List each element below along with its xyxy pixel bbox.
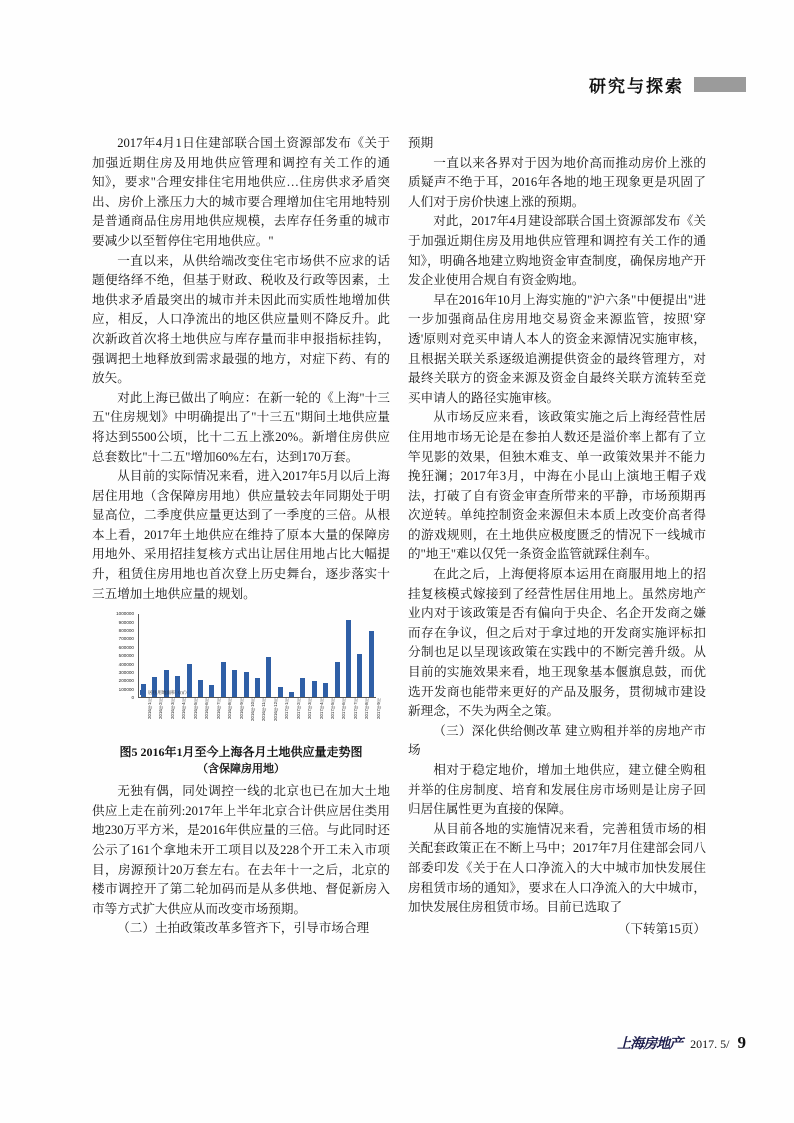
paragraph: 对此上海已做出了响应：在新一轮的《上海"十三五"住房规划》中明确提出了"十三五"期间土地供应量将达到5500公顷，比十二五上涨20%。新增住房供应总套数比"十二五"增加60%左右，达到170万套。	[92, 390, 390, 464]
x-tick-label: 2016年3月	[169, 698, 175, 720]
bar	[323, 683, 328, 697]
bar	[255, 678, 260, 697]
bar	[346, 620, 351, 697]
continuation-note: （下转第15页）	[617, 921, 706, 936]
x-tick-label: 2017年5月	[330, 698, 335, 720]
paragraph: 相对于稳定地价，增加土地供应，建立健全购租并举的住房制度、培育和发展住房市场则是让房子回归居住属性更为直接的保障。	[408, 763, 706, 817]
paragraph: 对此，2017年4月建设部联合国土资源部发布《关于加强近期住房及用地供应管理和调控有关工作的通知》，明确各地建立购地资金审查制度，确保房地产开发企业使用合规自有资金购地。	[408, 214, 706, 288]
paragraph: 早在2016年10月上海实施的"沪六条"中便提出"进一步加强商品住房用地交易资金来源监管，按照'穿透'原则对竞买申请人本人的资金来源情况实施审核，且根据关联关系逐级追溯提供资金的最终管理方，对最终关联方的资金来源及资金自最终关联方流转至竞买申请人的路径实施审核。	[408, 292, 706, 405]
x-tick-label: 2016年12月	[272, 698, 278, 722]
paragraph: 预期	[408, 136, 434, 150]
y-tick-label: 800000	[118, 628, 134, 634]
x-tick-label: 2017年9月	[375, 698, 381, 720]
paragraph: 从目前各地的实施情况来看，完善租赁市场的相关配套政策正在不断上马中；2017年7月住建部会同八部委印发《关于在人口净流入的大中城市加快发展住房租赁市场的通知》，要求在人口净流入的大中城市，加快发展住房租赁市场。目前已选取了	[408, 821, 706, 915]
figure-caption-main: 图5 2016年1月至今上海各月土地供应量走势图	[119, 745, 363, 760]
bar	[278, 687, 283, 697]
bar	[209, 685, 214, 697]
x-tick-label: 2016年4月	[181, 698, 187, 720]
x-tick-label: 2017年3月	[307, 698, 313, 720]
x-tick-label: 2017年8月	[364, 698, 370, 720]
y-tick-label: 500000	[118, 653, 134, 659]
x-tick-label: 2016年7月	[215, 698, 221, 720]
x-tick-label: 2016年1月	[147, 698, 152, 720]
y-tick-label: 900000	[118, 619, 134, 625]
x-tick-label: 2017年6月	[341, 698, 347, 720]
bar	[221, 662, 226, 698]
header-title: 研究与探索	[589, 77, 684, 96]
x-tick-label: 2017年2月	[295, 698, 301, 720]
paragraph: 从市场反应来看，该政策实施之后上海经营性居住用地市场无论是在参拍人数还是溢价率上都有了立竿见影的效果，但独木难支、单一政策效果并不能力挽狂澜；2017年3月，中海在小昆山上演地王帽子戏法，打破了自有资金审查所带来的平静，市场预期再次逆转。单纯控制资金来源但未本质上改变价高者得的游戏规则，在土地供应极度匮乏的情况下一线城市的"地王"难以仅凭一条资金监管就踩住刹车。	[408, 410, 706, 562]
figure-land-supply-chart	[92, 610, 390, 778]
paragraph: 2017年4月1日住建部联合国土资源部发布《关于加强近期住房及用地供应管理和调控有关工作的通知》，要求"合理安排住宅用地供应…住房供求矛盾突出、房价上涨压力大的城市要合理增加住宅用地特别是普通商品住房用地供应规模，去库存任务重的城市要减少以至暂停住宅用地供应。"	[92, 136, 390, 248]
legend-label: 居住用地面积（㎡）	[148, 689, 190, 695]
y-tick-label: 600000	[118, 645, 134, 651]
y-tick-label: 400000	[118, 661, 134, 667]
paragraph: 无独有偶，同处调控一线的北京也已在加大土地供应上走在前列:2017年上半年北京合计供应居住类用地230万平方米，是2016年供应量的三倍。与此同时还公示了161个拿地未开工项目以及228个开工未入市项目，房源预计20万套左右。在去年十一之后，北京的楼市调控开了第二轮加码而是从多供地、督促新房入市等方式扩大供应从而改变市场预期。	[92, 784, 390, 916]
journal-logo: 上海房地产	[617, 1037, 683, 1052]
chart-y-axis-labels	[94, 610, 136, 701]
page-header	[589, 72, 746, 97]
bar	[300, 678, 305, 697]
chart-x-axis-labels	[138, 698, 381, 742]
bar	[266, 657, 271, 697]
bar	[198, 680, 203, 697]
x-tick-label: 2016年6月	[204, 698, 210, 720]
paragraph: 一直以来各界对于因为地价高而推动房价上涨的质疑声不绝于耳，2016年各地的地王现象更是巩固了人们对于房价快速上涨的预期。	[408, 155, 706, 209]
x-tick-label: 2016年10月	[249, 698, 255, 722]
x-tick-label: 2017年1月	[284, 698, 290, 720]
page-footer	[617, 1033, 746, 1053]
x-tick-label: 2017年7月	[352, 698, 358, 720]
right-column	[408, 134, 706, 939]
paragraph: （二）土拍政策改革多管齐下，引导市场合理	[117, 921, 370, 936]
bar	[357, 654, 362, 697]
page-number: 9	[737, 1033, 746, 1052]
bar	[369, 631, 374, 697]
x-tick-label: 2016年11月	[261, 698, 267, 722]
x-tick-label: 2016年2月	[158, 698, 164, 720]
x-tick-label: 2017年4月	[318, 698, 324, 720]
paragraph: 从目前的实际情况来看，进入2017年5月以后上海居住用地（含保障房用地）供应量较去年同期处于明显高位，二季度供应量更达到了一季度的三倍。从根本上看，2017年土地供应在维持了原本大量的保障房用地外、采用招挂复核方式出让居住用地占比大幅提升，租赁住房用地也首次登上历史舞台，逐步落实十三五增加土地供应量的规划。	[92, 469, 390, 601]
bar	[289, 692, 294, 697]
y-tick-label: 0	[131, 695, 134, 701]
issue-label: 2017. 5/	[690, 1037, 730, 1051]
section-heading: （三）深化供给侧改革 建立购租并举的房地产市场	[408, 723, 706, 758]
bar	[244, 672, 249, 697]
paragraph: 一直以来，从供给端改变住宅市场供不应求的话题便络绎不绝，但基于财政、税收及行政等因素，土地供求矛盾最突出的城市并未因此而实质性地增加供应，相反，人口净流出的地区供应量则不降反升。此次新政首次将土地供应与库存量而非申报指标挂钩，强调把土地释放到需求最强的地方，对症下药、有的放矢。	[92, 253, 390, 386]
bar	[232, 670, 237, 697]
legend-swatch-icon	[140, 690, 145, 695]
y-tick-label: 700000	[118, 636, 134, 642]
paragraph: 在此之后，上海便将原本运用在商服用地上的招挂复核模式嫁接到了经营性居住用地上。虽然房地产业内对于该政策是否有偏向于央企、名企开发商之嫌而存在争议，但之后对于拿过地的开发商实施评标扣分制也足以呈现该政策在实践中的不断完善升级。从目前的实施效果来看，地王现象基本偃旗息鼓，而优选开发商也能带来更好的产品及服务，贯彻城市建设新理念，不失为两全之策。	[408, 567, 706, 719]
header-decoration-bar	[694, 77, 746, 92]
left-column	[92, 134, 390, 939]
x-tick-label: 2016年9月	[238, 698, 244, 720]
figure-caption	[92, 744, 390, 778]
bar	[312, 681, 317, 698]
bar	[335, 662, 340, 697]
y-tick-label: 100000	[118, 687, 134, 693]
figure-caption-sub: （含保障房用地）	[197, 763, 285, 776]
x-tick-label: 2016年8月	[227, 698, 233, 720]
y-tick-label: 200000	[118, 678, 134, 684]
bar-chart	[94, 610, 381, 742]
y-tick-label: 1000000	[116, 611, 134, 617]
x-tick-label: 2016年5月	[192, 698, 198, 720]
y-tick-label: 300000	[118, 670, 134, 676]
